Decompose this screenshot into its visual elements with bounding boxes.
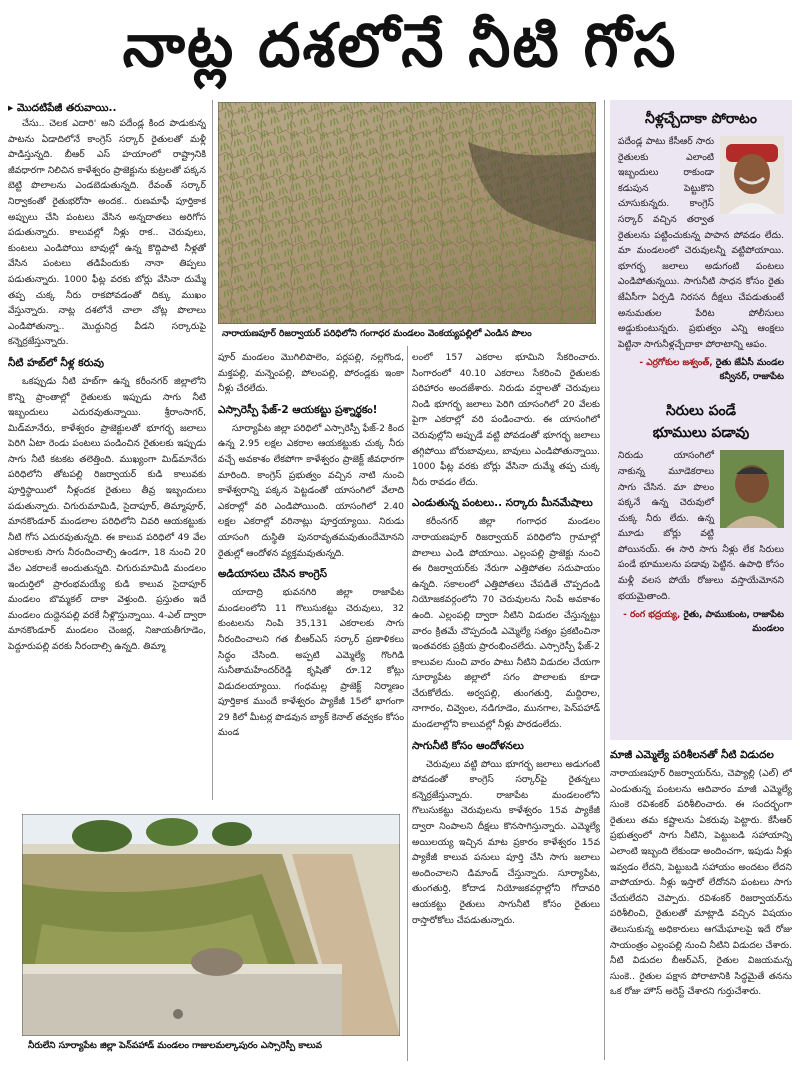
article-column-4 [610, 746, 792, 1062]
subheading: అడియాసలు చేసిన కాంగ్రెస్ [218, 568, 328, 581]
dry-canal-illustration [22, 814, 400, 1036]
sidebar-box1-body: పదేండ్ల పాటు కేసీఆర్ సారు రైతులకు ఎలాంటి ఇబ్బందులు రాకుండా కడుపున పెట్టుకొని చూసుకున్నరు. కాంగ్రెస్ సర్కార్ వచ్చిన తర్వాత రైతులను పట్టించుకున్న పాపాన పోవడం లేదు. మా మండలంలో చెరువులన్నీ వట్టిపోయాయి. భూగర్భ జలాలు అడుగంటి పంటలు ఎండిపోతున్నయి. సాగునీటి సాధన కోసం రైతు జేఏసీగా ఏర్పడి నిరసన దీక్షలు చేపడుతుంటే అనుమతుల పేరిట పోలీసులు అడ్డుకుంటున్నరు. ప్రభుత్వం ఎన్ని ఆంక్షలు పెట్టినా సాగునీళ్లచ్చేదాకా పోరాటాన్ని ఆపం. [618, 136, 784, 350]
opinion-sidebar [610, 100, 792, 740]
article-paragraph: ఒకప్పుడు నీటి హబ్‌గా ఉన్న కరీంనగర్ జిల్లాలోని కొన్ని ప్రాంతాల్లో రైతులకు ఇప్పుడు సాగు నీటి ఇబ్బందులు ఎదురవుతున్నాయి. శ్రీరాంసాగర్, మిడ్‌మానేరు, కాళేశ్వరం ప్రాజెక్టులతో భూగర్భ జలాలు పెరిగి ఏటా రెండు పంటలు పండించిన రైతులకు ఇప్పుడు సాగు నీటి కటకట తలెత్తింది. ముఖ్యంగా మిడ్‌మానేరు పరిధిలోని తోటపల్లి రిజర్వాయర్ కుడి కాలువకు పూర్తిస్థాయిలో నీళ్లందక రైతులు తీవ్ర ఇబ్బందులు పడుతున్నారు. చిగురుమామిడి, సైదాపూర్, తిమ్మాపూర్, మానకొండూర్ మండలాల పరిధిలోని చివరి ఆయకట్టుకు నీటి గోస ఎదురవుతున్నది. ఈ కాలువ పరిధిలో 49 వేల ఎకరాలకు సాగు నీరందించాల్సి ఉండగా, 18 నుంచి 20 వేల ఎకరాలకే అందుతున్నది. చిగురుమామిడి మండలం ఇందుర్తిలో ప్రారంభమయ్యే కుడి కాలువ సైదాపూర్ మండలం బొమ్మకల్ దాకా వెళ్తుంది. ప్రస్తుతం ఇదే మండలం దుద్దెనపల్లి వరకే నీళ్లొస్తున్నాయి. 4-ఎల్ ద్వారా మానకొండూర్ మండలం చెంజర్ల, నిజాయతీగూడెం, పెద్దూరుపల్లి వరకు నీరందాల్సి ఉన్నది. తిమ్మా [8, 375, 206, 652]
sidebar-box2-title-line2: భూములు పడావు [652, 425, 750, 442]
farmer-portrait-1 [720, 136, 784, 214]
credit-role: రైతు, పాముకుంట, రాజాపేట మండలం [683, 610, 784, 635]
farmer-portrait-2 [720, 450, 784, 528]
credit-name: - ఎర్రగోకుల జశ్వంత్, [639, 358, 713, 369]
sidebar-box1-title: నీళ్లచ్చేదాకా పోరాటం [645, 111, 757, 127]
sidebar-box2-credit [610, 604, 792, 640]
sidebar-box2-title-line1: సిరులు పండే [665, 403, 737, 420]
article-paragraph: యాదాద్రి భువనగిరి జిల్లా రాజాపేట మండలంలోని 11 గొలుసుకట్టు చెరువులు, 32 కుంటలను నింపి 35,131 ఎకరాలకు సాగు నీరందించాలని గత బీఆర్ఎస్ సర్కార్ ప్రణాళికలు సిద్ధం చేసింది. అప్పటి ఎమ్మెల్యే గొంగిడి సునీతామహేందర్‌రెడ్డి కృషితో రూ.12 కోట్లు విడుదలయ్యాయి. గంధమల్ల ప్రాజెక్ట్ నిర్మాణం పూర్తికాక ముందే కాళేశ్వరం ప్యాకేజీ 15లో భాగంగా 29 కిలో మీటర్ల పొడవున బ్యాక్ కెనాల్ తవ్వకం కోసం మండ [218, 587, 404, 739]
page-headline: నాట్ల దశలోనే నీటి గోస [122, 11, 678, 81]
article-paragraph: చెరువులు వట్టి పోయి భూగర్భ జలాలు అడుగంటి పోవడంతో కాంగ్రెస్ సర్కార్‌పై రైతన్నలు కన్నెర్రజేస్తున్నారు. రాజాపేట మండలంలోని గొలుసుకట్టు చెరువులను కాళేశ్వరం 15వ ప్యాకేజీ ద్వారా నింపాలని దీక్షలు కొనసాగిస్తున్నారు. ఎమ్మెల్యే అయిలయ్య ఇచ్చిన మాట ప్రకారం కాళేశ్వరం 15వ ప్యాకేజీ కాలువ పనులు పూర్తి చేసి సాగు జలాలు అందించాలని డిమాండ్ చేస్తున్నారు. సూర్యాపేట, తుంగతుర్తి, కోదాడ నియోజకవర్గాల్లోని గోదావరి ఆయకట్టు రైతులు సాగునీటి కోసం రైతులు రాస్తారోకోలు చేపడుతున్నారు. [412, 758, 600, 926]
sidebar-box2-body: నిరుడు యాసంగిలో నాకున్న మూడెకరాలు సాగు చేసిన. మా పొలం పక్కనే ఉన్న చెరువులో చుక్క నీరు లేదు. ఉన్న మూడు బోర్లు వట్టి పోయినయ్. ఈ సారి సాగు నీళ్లు లేక సిరులు పండే భూములను పడావు పెట్టిన. ఉపాధి కోసం మళ్లీ వలస పోయే రోజులు వస్తాయేమోనని భయమైతాంది. [618, 450, 784, 602]
article-paragraph: నారాయణపూర్ రిజర్వాయర్‌ను, చెప్యాల్లి (ఎల్) లో ఎండుతున్న పంటలను ఆదివారం మాజీ ఎమ్మెల్యే సుంకె రవిశంకర్ పరిశీలించారు. ఈ సందర్భంగా రైతులు తమ కష్టాలను ఏకరువు పెట్టారు. కేసీఆర్ ప్రభుత్వంలో సాగు నీటిని, పెట్టుబడి సహాయాన్ని ఎలాంటి ఇబ్బంది లేకుండా అందించగా, ఇపుడు నీళ్లు ఇవ్వడం లేదని, పెట్టుబడి సహాయం అందటం లేదని వాపోయారు. నీళ్లు ఇస్తారో లేదోనని పంటలు సాగు చేయలేదని చెప్పారు. రవిశంకర్ రిజర్వాయర్‌ను పరిశీలించి, రైతులతో మాట్లాడి వచ్చిన విషయం తెలుసుకున్న అధికారులు ఆగమేఘాలపై ఇదే రోజు సాయంత్రం ఎల్లంపల్లి నుంచి నీటిని విడుదల చేశారు. నీటి విడుదల బీఆర్ఎస్, రైతుల విజయమన్న సుంకె.. రైతుల పక్షాన పోరాటానికి సిద్ధమైతే తనను ఒక రోజు హౌస్ అరెస్ట్ చేశారని గుర్తుచేశారు. [610, 768, 792, 998]
article-column-3 [412, 350, 600, 1062]
column-divider [604, 100, 605, 1060]
article-paragraph: కరీంనగర్ జిల్లా గంగాధర మండలం నారాయణపూర్ రిజర్వాయర్ పరిధిలోని గ్రామాల్లో పొలాలు ఎండి పోయాయి. ఎల్లంపల్లి ప్రాజెక్టు నుంచి ఈ రిజర్వాయర్‌కు నేరుగా ఎత్తిపోతల సదుపాయం ఉన్నది. సకాలంలో ఎత్తిపోతలు చేపడితే చొప్పదండి నియోజకవర్గంలోని 70 చెరువులను నింపే అవకాశం ఉంది. ఎల్లంపల్లి ద్వారా నీటిని విడుదల చేస్తున్నట్టు వారం క్రితమే చొప్పదండి ఎమ్మెల్యే సత్యం ప్రకటించినా ఇంతవరకు ప్రక్రియ ప్రారంభించలేదు. ఎస్సారెస్పీ ఫేజ్-2 కాలువల నుంచి వారం పాటు నీటిని విడుదల చేయగా సూర్యాపేట జిల్లాలో సగం పొలాలకు కూడా చేరుకోలేదు. అర్వపల్లి, తుంగతుర్తి, మద్దిరాల, నాగారం, చివ్వెంల, నడిగూడెం, మునగాల, పెన్‌పహాడ్ మండలాల్లోని కాలువల్లో నీళ్లు పారడంలేదు. [412, 516, 600, 731]
column-divider [407, 346, 408, 1061]
kicker-text: మొదటిపేజీ తరువాయి.. [16, 102, 117, 114]
subheading: ఎండుతున్న పంటలు.. సర్కారు మీనమేషాలు [412, 497, 593, 510]
article-column-1 [8, 100, 206, 810]
credit-role: రైతు జేఏసీ మండల కన్వీనర్, రాజాపేట [715, 358, 784, 383]
subheading: నీటి హబ్‌లో నీళ్ల కరువు [8, 356, 104, 369]
arrow-icon: ▸ [8, 102, 17, 114]
column-divider [212, 100, 213, 800]
credit-name: - రంగ భద్రయ్య, [623, 610, 681, 621]
sidebar-box2-text [610, 448, 792, 604]
subheading: సాగునీటి కోసం ఆందోళనలు [412, 739, 524, 752]
subheading: ఎస్సారెస్పీ ఫేజ్-2 ఆయకట్టు ప్రశ్నార్థకం! [218, 403, 378, 416]
sidebar-box1-text [610, 134, 792, 352]
article-column-2 [218, 350, 404, 806]
subheading: మాజీ ఎమ్మెల్యే పరిశీలనతో నీటి విడుదల [610, 749, 774, 761]
sidebar-box1-credit [610, 352, 792, 388]
article-paragraph: లంలో 157 ఎకరాల భూమిని సేకరించారు. సింగారంలో 40.10 ఎకరాలు సేకరించి రైతులకు పరిహారం అందజేశారు. నిరుడు వర్షాలతో చెరువులు నిండి భూగర్భ జలాలు పెరిగి యాసంగిలో 20 వేలకు పైగా ఎకరాల్లో వరి పండించారు. ఈ యాసంగిలో చెరువుల్లోని అప్పుడే వట్టి పోవడంతో భూగర్భ జలాలు తగ్గిపోయి బోరుబావులు, బావులు ఎండిపోతున్నాయి. 1000 ఫీట్ల వరకు బోర్లు వేసినా దుమ్మే తప్ప చుక్క నీరు రావడం లేదు. [412, 352, 600, 488]
dry-canal-photo [22, 814, 400, 1036]
article-paragraph: సూర్యాపేట జిల్లా పరిధిలో ఎస్సారెస్పీ ఫేజ్-2 కింద ఉన్న 2.95 లక్షల ఎకరాల ఆయకట్టుకు చుక్క నీరు వచ్చే అవకాశం లేకపోగా కాళేశ్వరం ప్రాజెక్ట్ జీవధారగా మారింది. కాంగ్రెస్ ప్రభుత్వం వచ్చిన నాటి నుంచి కాళేశ్వరాన్ని పక్కన పెట్టడంతో యాసంగిలో వేలాది ఎకరాల్లో వరి ఎండిపోయింది. యాసంగిలో 2.40 లక్షల ఎకరాల్లో వరినాట్లు పూర్తయ్యాయి. నిరుడు యాసంగి దుస్థితి పునరావృతమవుతుందేమోనని రైతుల్లో ఆందోళన వ్యక్తమవుతున్నది. [218, 422, 404, 559]
dry-field-caption: నారాయణపూర్ రిజర్వాయర్ పరిధిలోని గంగాధర మండలం వెంకయ్యపల్లిలో ఎండిన పొలం [222, 329, 532, 339]
article-paragraph: పూర్ మండలం మొగిలిపాలెం, పర్లపల్లి, నల్లగొండ, మక్తపల్లి, మన్నెంపల్లి, పోలంపల్లి, పోరండ్లకు ఇంకా నీళ్లు చేరలేదు. [218, 352, 404, 395]
dry-field-illustration [218, 102, 596, 324]
sidebar-box2-title [614, 400, 788, 444]
continuation-kicker [8, 100, 206, 116]
dry-canal-caption: నీరులేని సూర్యాపేట జిల్లా పెన్‌పహాడ్ మండలం గాజులమల్కాపురం ఎస్సారెస్పీ కాలువ [28, 1041, 323, 1051]
article-paragraph: చేసు.. చెలక ఎదారి' అని పదేండ్ల కింద పాడుకున్న పాటను ఏడాదిలోనే కాంగ్రెస్ సర్కార్ రైతులతో మళ్లీ పాడిస్తున్నది. బీఆర్ ఎస్ హయాంలో రాష్ట్రానికి జీవధారగా నిలిచిన కాళేశ్వరం ప్రాజెక్టును కుట్రలతో పక్కన బెట్టి పొలాలను ఎండబెడుతున్నది. రేవంత్ సర్కార్ నిర్వాకంతో రైతుభరోసా అందక.. రుణమాఫీ పూర్తికాక అప్పులు చేసి పంటలు వేసిన అన్నదాతలు అరిగోస పడుతున్నారు. కాలువల్లో నీళ్లు రాక.. చెరువులు, కుంటలు ఎండిపోయి బావుల్లో ఉన్న కొద్దిపాటి నీళ్లతో వేసిన పంటలు తడిపేందుకు నానా తిప్పలు పడుతున్నారు. 1000 ఫీట్ల వరకు బోర్లు వేసినా దుమ్మే తప్ప చుక్క నీరు రాకపోవడంతో దిక్కు ముఖం వేస్తున్నారు. నాట్ల దశలోనే చాలా చోట్ల పొలాలు ఎండిపోతున్నా.. మొద్దునిద్ర వీడని సర్కారుపై కన్నెర్రజేస్తున్నారు. [8, 118, 206, 348]
dry-field-photo [218, 102, 596, 324]
